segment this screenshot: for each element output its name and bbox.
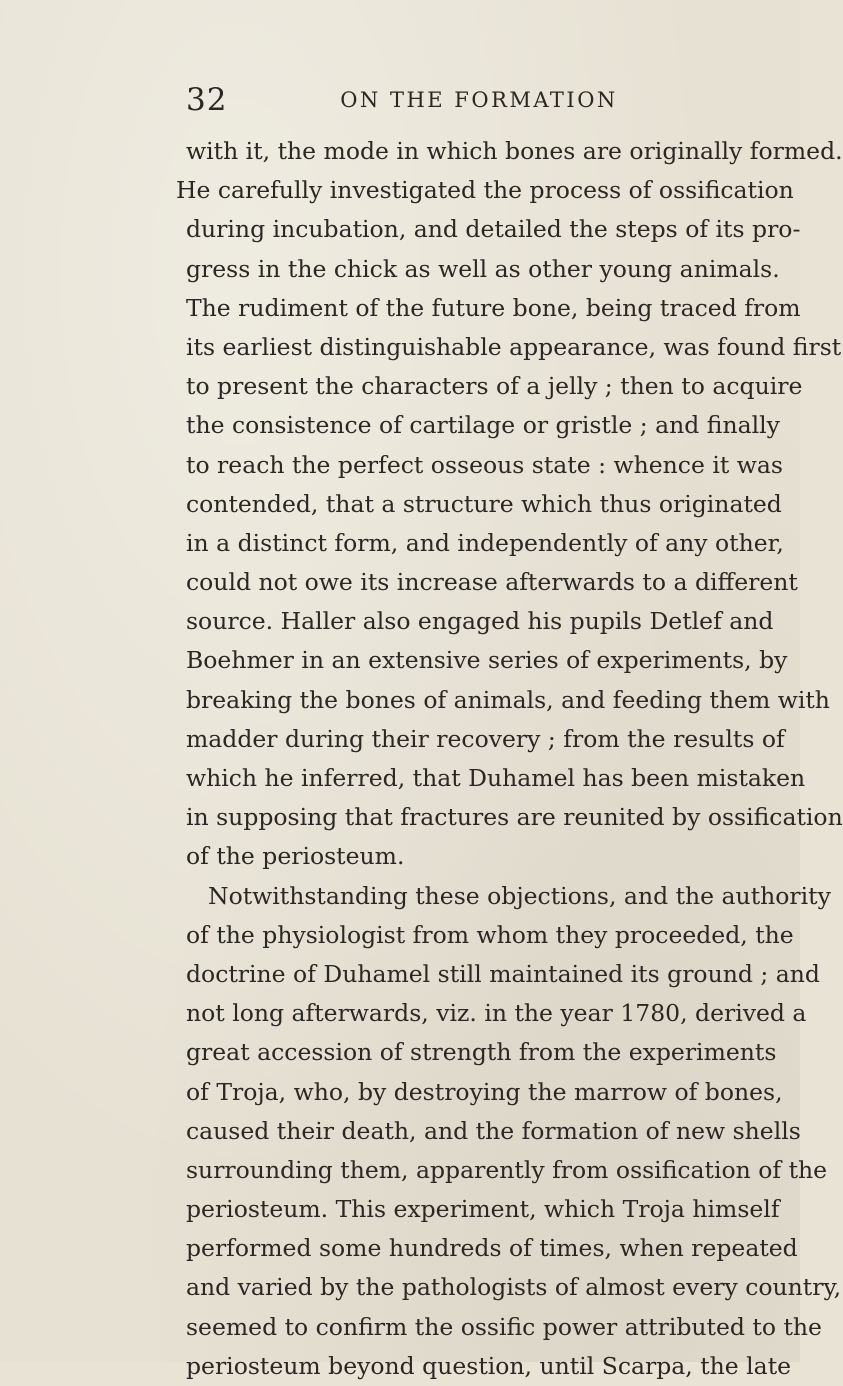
text-line: which he inferred, that Duhamel has been mistaken bbox=[186, 764, 806, 792]
page-header bbox=[186, 80, 772, 120]
text-line: the consistence of cartilage or gristle ; and finally bbox=[186, 411, 780, 440]
text-line: surrounding them, apparently from ossification of the bbox=[186, 1155, 828, 1184]
text-line: its earliest distinguishable appearance, was found first bbox=[186, 332, 842, 361]
body-text bbox=[176, 132, 843, 1386]
text-line: great accession of strength from the experiments bbox=[186, 1038, 777, 1067]
text-line: madder during their recovery ; from the results of bbox=[186, 724, 785, 753]
text-line: during incubation, and detailed the steps of its pro- bbox=[186, 215, 801, 244]
text-line: breaking the bones of animals, and feeding them with bbox=[186, 685, 830, 714]
text-line: of the physiologist from whom they proceeded, the bbox=[186, 920, 794, 949]
text-line: gress in the chick as well as other young animals. bbox=[186, 254, 780, 283]
text-line: of the periosteum. bbox=[186, 842, 405, 871]
page-number: 32 bbox=[186, 82, 228, 118]
text-line: with it, the mode in which bones are originally formed. bbox=[186, 137, 843, 165]
text-line: to reach the perfect osseous state : whence it was bbox=[186, 450, 783, 479]
text-line: and varied by the pathologists of almost every country, bbox=[186, 1273, 842, 1302]
text-line: in supposing that fractures are reunited by ossification bbox=[186, 803, 843, 832]
text-line: contended, that a structure which thus originated bbox=[186, 489, 782, 518]
text-line: doctrine of Duhamel still maintained its ground ; and bbox=[186, 959, 820, 988]
text-line: Notwithstanding these objections, and the authority bbox=[208, 881, 831, 910]
text-line: of Troja, who, by destroying the marrow of bones, bbox=[186, 1077, 783, 1106]
text-line: The rudiment of the future bone, being traced from bbox=[186, 293, 801, 322]
text-line: source. Haller also engaged his pupils Detlef and bbox=[186, 607, 774, 636]
text-line: to present the characters of a jelly ; then to acquire bbox=[186, 372, 803, 401]
text-line: performed some hundreds of times, when repeated bbox=[186, 1234, 798, 1263]
text-line: not long afterwards, viz. in the year 1780, derived a bbox=[186, 999, 807, 1028]
running-head: ON THE FORMATION bbox=[340, 88, 618, 112]
text-line: He carefully investigated the process of ossification bbox=[176, 176, 794, 205]
text-line: periosteum beyond question, until Scarpa, the late bbox=[186, 1351, 792, 1380]
text-line: seemed to confirm the ossific power attributed to the bbox=[186, 1312, 822, 1341]
text-line: caused their death, and the formation of new shells bbox=[186, 1116, 801, 1145]
text-line: periosteum. This experiment, which Troja himself bbox=[186, 1195, 780, 1224]
text-line: could not owe its increase afterwards to a different bbox=[186, 568, 798, 597]
text-line: Boehmer in an extensive series of experiments, by bbox=[186, 646, 788, 675]
text-line: in a distinct form, and independently of any other, bbox=[186, 528, 784, 557]
